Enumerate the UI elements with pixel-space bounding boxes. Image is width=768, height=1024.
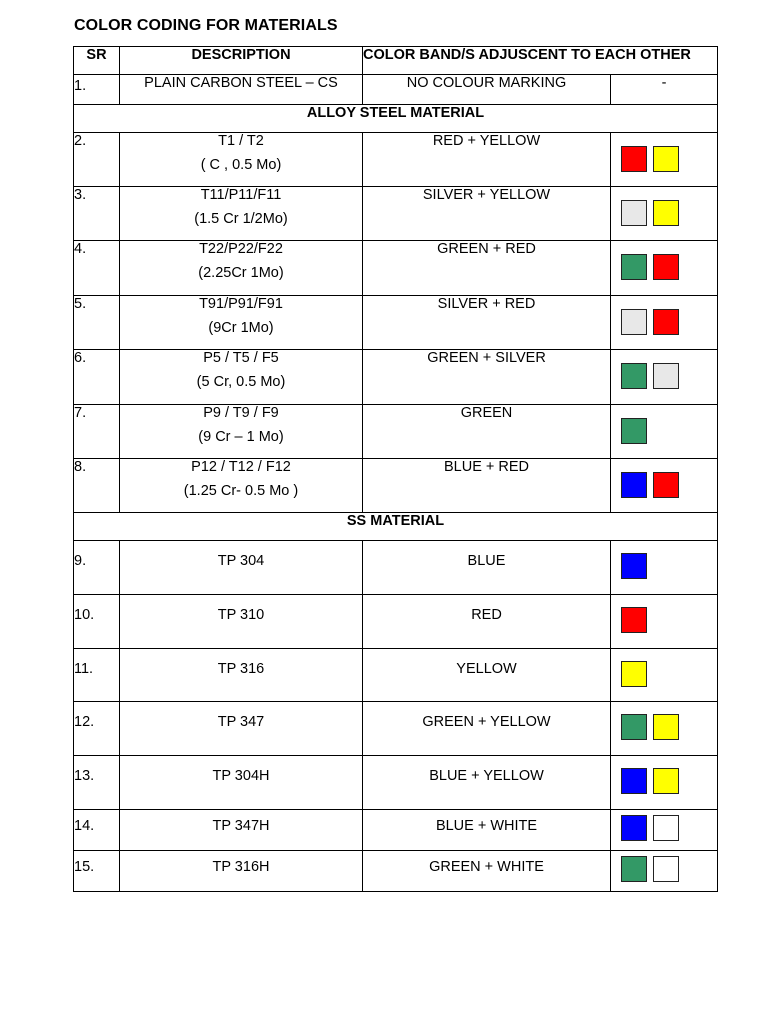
description-cell [120, 133, 363, 187]
color-band-cell: SILVER + YELLOW [363, 187, 611, 241]
table-row [74, 810, 718, 851]
sr-cell: 13. [74, 756, 120, 810]
section-row-alloy [74, 105, 718, 133]
page-title: COLOR CODING FOR MATERIALS [74, 17, 338, 34]
table-row [74, 851, 718, 892]
yellow-swatch [653, 768, 679, 794]
table-row [74, 541, 718, 595]
swatch-cell [611, 296, 718, 350]
swatch-cell [611, 851, 718, 892]
description-cell [120, 350, 363, 405]
description-cell: TP 310 [120, 595, 363, 649]
table-row [74, 702, 718, 756]
color-band-cell: GREEN + SILVER [363, 350, 611, 405]
section-row-ss [74, 513, 718, 541]
blue-swatch [621, 815, 647, 841]
swatch-cell [611, 133, 718, 187]
table-row [74, 595, 718, 649]
swatch-cell [611, 459, 718, 513]
silver-swatch [621, 309, 647, 335]
yellow-swatch [653, 714, 679, 740]
red-swatch [621, 607, 647, 633]
sr-cell: 2. [74, 133, 120, 187]
table-row [74, 405, 718, 459]
red-swatch [653, 309, 679, 335]
table-row [74, 133, 718, 187]
green-swatch [621, 714, 647, 740]
swatch-cell [611, 649, 718, 702]
description-line-1: T22/P22/F22 [199, 241, 283, 257]
color-band-cell: SILVER + RED [363, 296, 611, 350]
table-row [74, 459, 718, 513]
description-cell: TP 347 [120, 702, 363, 756]
sr-cell: 7. [74, 405, 120, 459]
color-band-cell: RED + YELLOW [363, 133, 611, 187]
description-line-2: (5 Cr, 0.5 Mo) [196, 374, 286, 390]
description-line-1: P9 / T9 / F9 [203, 405, 279, 421]
yellow-swatch [621, 661, 647, 687]
description-cell: TP 347H [120, 810, 363, 851]
description-line-1: P12 / T12 / F12 [191, 459, 291, 475]
color-band-cell: BLUE + WHITE [363, 810, 611, 851]
yellow-swatch [653, 200, 679, 226]
table-row [74, 756, 718, 810]
sr-cell: 9. [74, 541, 120, 595]
header-row [74, 47, 718, 75]
sr-cell: 4. [74, 241, 120, 296]
color-band-cell: YELLOW [363, 649, 611, 702]
table-row [74, 187, 718, 241]
sr-cell: 8. [74, 459, 120, 513]
color-band-cell: GREEN + RED [363, 241, 611, 296]
green-swatch [621, 363, 647, 389]
white-swatch [653, 856, 679, 882]
table-row [74, 296, 718, 350]
section-title-ss: SS MATERIAL [74, 513, 718, 541]
color-band-cell: GREEN + WHITE [363, 851, 611, 892]
color-band-cell: BLUE + RED [363, 459, 611, 513]
description-line-1: P5 / T5 / F5 [203, 350, 279, 366]
description-line-2: (9 Cr – 1 Mo) [198, 429, 284, 445]
swatch-cell [611, 810, 718, 851]
swatch-cell [611, 405, 718, 459]
description-cell [120, 296, 363, 350]
header-sr: SR [74, 47, 120, 75]
table-row-cs [74, 75, 718, 105]
header-description: DESCRIPTION [120, 47, 363, 75]
red-swatch [621, 146, 647, 172]
color-band-cell: RED [363, 595, 611, 649]
sr-cell: 14. [74, 810, 120, 851]
swatch-cell [611, 541, 718, 595]
description-line-2: (9Cr 1Mo) [208, 320, 274, 336]
silver-swatch [621, 200, 647, 226]
red-swatch [653, 254, 679, 280]
sr-cell: 15. [74, 851, 120, 892]
blue-swatch [621, 768, 647, 794]
table-row [74, 350, 718, 405]
description-line-2: (1.5 Cr 1/2Mo) [194, 211, 288, 227]
white-swatch [653, 815, 679, 841]
sr-cell: 11. [74, 649, 120, 702]
color-band-cell: BLUE + YELLOW [363, 756, 611, 810]
description-line-2: (2.25Cr 1Mo) [198, 265, 284, 281]
swatch-cell [611, 350, 718, 405]
sr-cell: 6. [74, 350, 120, 405]
swatch-cell: - [611, 75, 718, 105]
swatch-cell [611, 702, 718, 756]
sr-cell: 3. [74, 187, 120, 241]
header-color-bands: COLOR BAND/S ADJUSCENT TO EACH OTHER [363, 47, 718, 75]
alloy-rows [74, 133, 718, 513]
description-line-2: (1.25 Cr- 0.5 Mo ) [183, 483, 299, 499]
green-swatch [621, 418, 647, 444]
description-line-2: ( C , 0.5 Mo) [200, 157, 282, 173]
description-line-1: T1 / T2 [218, 133, 264, 149]
section-title-alloy: ALLOY STEEL MATERIAL [74, 105, 718, 133]
swatch-cell [611, 756, 718, 810]
color-band-cell: GREEN [363, 405, 611, 459]
yellow-swatch [653, 146, 679, 172]
blue-swatch [621, 472, 647, 498]
green-swatch [621, 254, 647, 280]
table-row [74, 241, 718, 296]
color-coding-table [73, 46, 718, 892]
sr-cell: 12. [74, 702, 120, 756]
swatch-cell [611, 241, 718, 296]
blue-swatch [621, 553, 647, 579]
description-cell: TP 304H [120, 756, 363, 810]
color-band-cell: NO COLOUR MARKING [363, 75, 611, 105]
silver-swatch [653, 363, 679, 389]
description-cell: TP 304 [120, 541, 363, 595]
description-cell: TP 316 [120, 649, 363, 702]
sr-cell: 1. [74, 75, 120, 105]
description-cell [120, 241, 363, 296]
swatch-cell [611, 187, 718, 241]
swatch-cell [611, 595, 718, 649]
sr-cell: 5. [74, 296, 120, 350]
description-cell [120, 459, 363, 513]
sr-cell: 10. [74, 595, 120, 649]
description-line-1: T91/P91/F91 [199, 296, 283, 312]
red-swatch [653, 472, 679, 498]
ss-rows [74, 541, 718, 892]
description-cell: PLAIN CARBON STEEL – CS [120, 75, 363, 105]
color-band-cell: GREEN + YELLOW [363, 702, 611, 756]
table-row [74, 649, 718, 702]
description-cell [120, 405, 363, 459]
description-cell [120, 187, 363, 241]
description-cell: TP 316H [120, 851, 363, 892]
description-line-1: T11/P11/F11 [200, 187, 282, 203]
green-swatch [621, 856, 647, 882]
color-band-cell: BLUE [363, 541, 611, 595]
